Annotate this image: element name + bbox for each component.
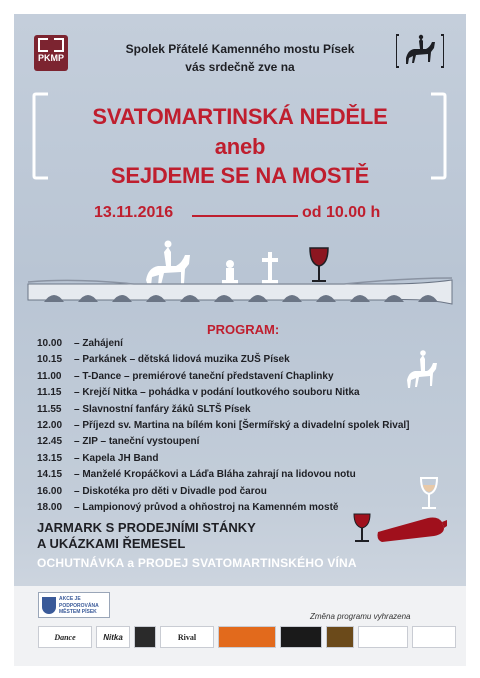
invitation-line: vás srdečně zve na [185,60,295,74]
event-title-line1: SVATOMARTINSKÁ NEDĚLE [92,104,388,129]
event-title-line2: aneb [214,134,266,159]
city-support-text: AKCE JE PODPOROVÁNA MĚSTEM PÍSEK [59,596,99,615]
bridge-illustration [14,222,466,322]
program-item: 12.00 – Příjezd sv. Martina na bílém koni [Šermířský a divadelní spolek Rival] [37,419,410,431]
city-crest-icon [42,597,56,614]
sponsor-logo-nitka: Nitka [96,626,130,648]
program-item: 16.00 – Diskotéka pro děti v Divadle pod čarou [37,485,267,497]
horse-rider-icon [403,348,445,390]
horse-rider-icon [146,241,190,287]
program-item: 13.15 – Kapela JH Band [37,452,159,464]
event-title-line3: SEJDEME SE NA MOSTĚ [110,163,370,188]
program-heading: PROGRAM: [207,322,280,337]
event-date: 13.11.2016 [94,204,174,221]
program-item: 14.15 – Manželé Kropáčkovi a Láďa Bláha zahrají na lidovou notu [37,469,356,481]
sponsor-logos [36,626,456,648]
market-line1: JARMARK S PRODEJNÍMI STÁNKY [37,520,256,535]
pkmp-logo [34,35,68,71]
organizer-line: Spolek Přátelé Kamenného mostu Písek [125,42,355,56]
program-change-note: Změna programu vyhrazena [310,612,411,621]
program-item: 11.00 – T-Dance – premiérové taneční představení Chaplinky [37,370,334,382]
wine-bottle-icon [348,508,448,548]
program-item: 18.00 – Lampionový průvod a ohňostroj na Kamenném mostě [37,501,339,513]
program-item: 11.15 – Krejčí Nitka – pohádka v podání loutkového souboru Nitka [37,387,360,399]
sponsor-logo-rival: Rival [160,626,214,648]
wine-glass-icon [418,476,440,512]
wine-tasting-banner: OCHUTNÁVKA a PRODEJ SVATOMARTINSKÉHO VÍNA [37,556,357,570]
date-divider [192,215,298,217]
program-item: 10.15 – Parkánek – dětská lidová muzika ZUŠ Písek [37,354,290,366]
sponsor-logo-dance: Dance [38,626,92,648]
sponsor-logo-6 [280,626,322,648]
sponsor-logo-9 [412,626,456,648]
horse-rider-logo-icon [396,32,444,70]
program-item: 10.00 – Zahájení [37,338,123,349]
city-support-badge [38,592,110,618]
bracket-left-decoration [32,92,50,180]
sponsor-logo-7 [326,626,354,648]
event-start-time: od 10.00 h [302,204,381,221]
bracket-right-decoration [429,92,447,180]
program-list [37,338,457,518]
sponsor-logo-3 [134,626,156,648]
wine-glass-icon [310,248,328,282]
program-item: 12.45 – ZIP – taneční vystoupení [37,436,200,448]
program-item: 11.55 – Slavnostní fanfáry žáků SLTŠ Písek [37,403,251,415]
sponsor-logo-restaurant [358,626,408,648]
market-line2: A UKÁZKAMI ŘEMESEL [37,536,186,551]
pkmp-logo-label: PKMP [37,53,64,63]
sponsor-logo-5 [218,626,276,648]
